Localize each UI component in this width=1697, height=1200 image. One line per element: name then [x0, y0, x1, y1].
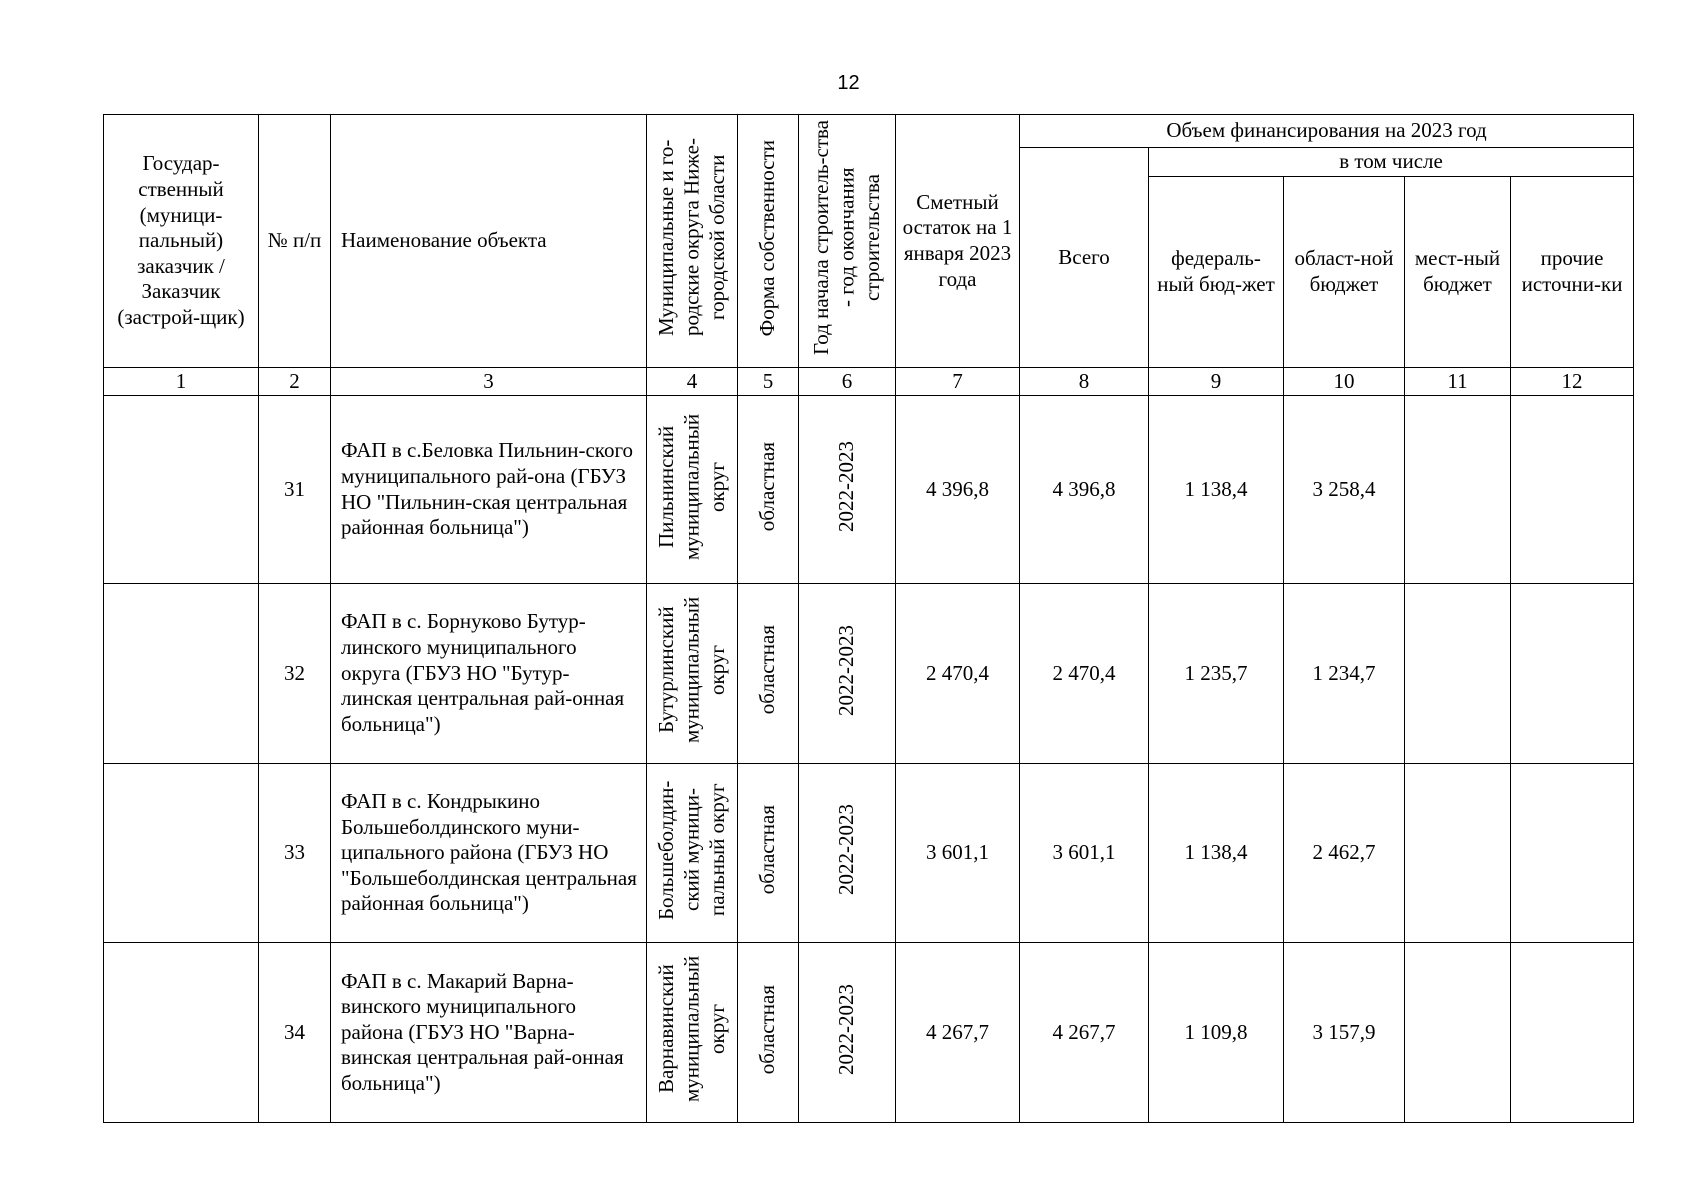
cell-municipality — [647, 396, 738, 584]
cell-years — [799, 396, 896, 584]
cell-regional: 2 462,7 — [1284, 763, 1405, 943]
cell-regional: 3 258,4 — [1284, 396, 1405, 584]
table-row — [104, 763, 1634, 943]
column-number: 3 — [331, 368, 647, 396]
cell-ownership — [738, 943, 799, 1123]
cell-years — [799, 943, 896, 1123]
cell-municipality-text: Большеболдин-ский муници-пальный округ — [653, 779, 729, 920]
cell-total: 4 396,8 — [1020, 396, 1149, 584]
cell-ownership-text: областная — [755, 984, 780, 1074]
column-number: 12 — [1511, 368, 1634, 396]
cell-object-name: ФАП в с. Кондрыкино Большеболдинского муни-ципального района (ГБУЗ НО "Большеболдинская центральная районная больница") — [331, 763, 647, 943]
cell-municipality — [647, 943, 738, 1123]
cell-local — [1405, 584, 1511, 764]
cell-years-text: 2022-2023 — [834, 624, 859, 716]
column-number: 11 — [1405, 368, 1511, 396]
cell-federal: 1 109,8 — [1149, 943, 1284, 1123]
cell-municipality-text: Пильнинский муниципальный округ — [653, 413, 729, 560]
cell-estimate: 4 396,8 — [896, 396, 1020, 584]
cell-years-text: 2022-2023 — [834, 804, 859, 896]
cell-object-name: ФАП в с.Беловка Пильнин-ского муниципального рай-она (ГБУЗ НО "Пильнин-ская центральная районная больница") — [331, 396, 647, 584]
header-municipality-text: Муниципальные и го-родские округа Ниже-городской области — [653, 138, 729, 337]
cell-ownership — [738, 763, 799, 943]
cell-local — [1405, 396, 1511, 584]
header-regional: област-ной бюджет — [1284, 177, 1405, 368]
header-total: Всего — [1020, 148, 1149, 368]
cell-total: 2 470,4 — [1020, 584, 1149, 764]
column-number: 10 — [1284, 368, 1405, 396]
cell-municipality-text: Бутурлинский муниципальный округ — [653, 596, 729, 744]
header-other: прочие источни-ки — [1511, 177, 1634, 368]
column-numbers-row — [104, 368, 1634, 396]
cell-years-text: 2022-2023 — [834, 440, 859, 532]
header-customer: Государ-ственный (муници-пальный) заказчик / Заказчик (застрой-щик) — [104, 115, 259, 368]
column-number: 8 — [1020, 368, 1149, 396]
cell-years — [799, 763, 896, 943]
cell-municipality-text: Варнавинский муниципальный округ — [653, 956, 729, 1103]
cell-customer — [104, 584, 259, 764]
table-row — [104, 584, 1634, 764]
cell-object-name: ФАП в с. Борнуково Бутур-линского муниципального округа (ГБУЗ НО "Бутур-линская центральная рай-онная больница") — [331, 584, 647, 764]
cell-municipality — [647, 763, 738, 943]
table-row — [104, 396, 1634, 584]
cell-ownership-text: областная — [755, 805, 780, 895]
cell-years — [799, 584, 896, 764]
cell-customer — [104, 396, 259, 584]
cell-other — [1511, 763, 1634, 943]
cell-regional: 3 157,9 — [1284, 943, 1405, 1123]
cell-ownership — [738, 584, 799, 764]
table-row — [104, 943, 1634, 1123]
cell-local — [1405, 943, 1511, 1123]
cell-other — [1511, 584, 1634, 764]
header-num: № п/п — [259, 115, 331, 368]
cell-num: 34 — [259, 943, 331, 1123]
cell-other — [1511, 396, 1634, 584]
header-estimate: Сметный остаток на 1 января 2023 года — [896, 115, 1020, 368]
cell-customer — [104, 763, 259, 943]
header-federal: федераль-ный бюд-жет — [1149, 177, 1284, 368]
header-ownership-text: Форма собственности — [755, 139, 780, 336]
funding-table — [103, 114, 1634, 1123]
header-funding-group: Объем финансирования на 2023 год — [1020, 115, 1634, 148]
cell-municipality — [647, 584, 738, 764]
cell-ownership — [738, 396, 799, 584]
cell-ownership-text: областная — [755, 625, 780, 715]
column-number: 7 — [896, 368, 1020, 396]
cell-num: 31 — [259, 396, 331, 584]
cell-years-text: 2022-2023 — [834, 983, 859, 1075]
header-years — [799, 115, 896, 368]
header-object-name: Наименование объекта — [331, 115, 647, 368]
cell-customer — [104, 943, 259, 1123]
header-including: в том числе — [1149, 148, 1634, 177]
cell-estimate: 3 601,1 — [896, 763, 1020, 943]
cell-federal: 1 138,4 — [1149, 396, 1284, 584]
column-number: 4 — [647, 368, 738, 396]
cell-estimate: 4 267,7 — [896, 943, 1020, 1123]
cell-ownership-text: областная — [755, 441, 780, 531]
cell-num: 32 — [259, 584, 331, 764]
cell-federal: 1 235,7 — [1149, 584, 1284, 764]
column-number: 5 — [738, 368, 799, 396]
cell-total: 3 601,1 — [1020, 763, 1149, 943]
column-number: 6 — [799, 368, 896, 396]
cell-local — [1405, 763, 1511, 943]
cell-federal: 1 138,4 — [1149, 763, 1284, 943]
header-ownership — [738, 115, 799, 368]
cell-num: 33 — [259, 763, 331, 943]
column-number: 9 — [1149, 368, 1284, 396]
cell-object-name: ФАП в с. Макарий Варна-винского муниципального района (ГБУЗ НО "Варна-винская центральная рай-онная больница") — [331, 943, 647, 1123]
cell-other — [1511, 943, 1634, 1123]
column-number: 1 — [104, 368, 259, 396]
header-local: мест-ный бюджет — [1405, 177, 1511, 368]
cell-regional: 1 234,7 — [1284, 584, 1405, 764]
header-years-text: Год начала строитель-ства - год окончания строительства — [808, 120, 884, 356]
header-municipality — [647, 115, 738, 368]
column-number: 2 — [259, 368, 331, 396]
cell-estimate: 2 470,4 — [896, 584, 1020, 764]
page-number: 12 — [837, 72, 860, 94]
cell-total: 4 267,7 — [1020, 943, 1149, 1123]
